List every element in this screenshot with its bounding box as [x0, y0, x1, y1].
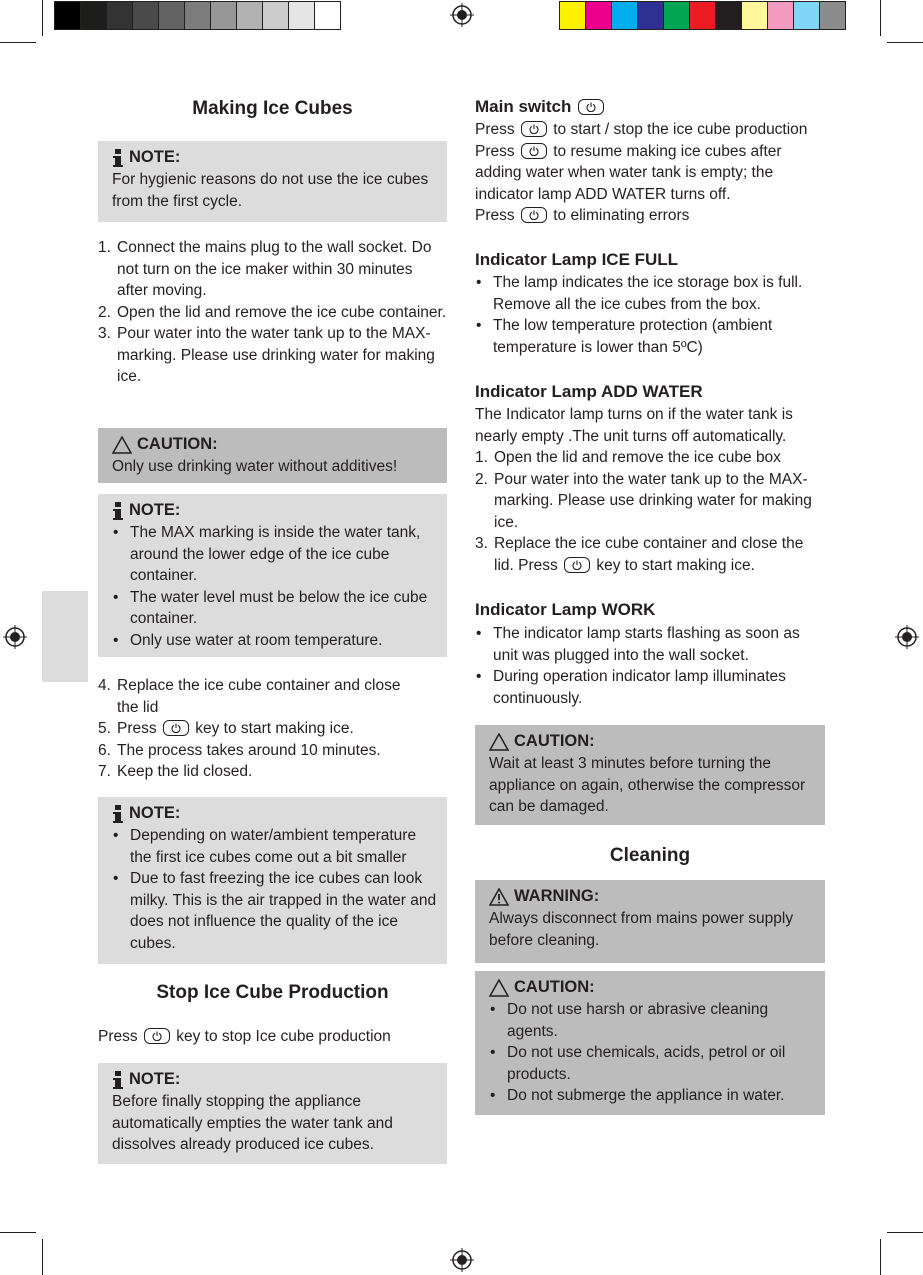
color-swatch	[106, 1, 133, 30]
color-swatch	[158, 1, 185, 30]
warning-exclamation-icon	[489, 888, 509, 906]
note-box-ice-quality	[98, 797, 447, 964]
note-box-hygiene	[98, 141, 447, 222]
list-item: • The low temperature protection (ambient temperature is lower than 5ºC)	[475, 315, 825, 358]
note-box-stopping	[98, 1063, 447, 1164]
list-item: • The lamp indicates the ice storage box is full. Remove all the ice cubes from the box.	[475, 272, 825, 315]
color-swatch	[132, 1, 159, 30]
warning-text: Always disconnect from mains power supply before cleaning.	[489, 910, 794, 949]
list-item: • Do not use harsh or abrasive cleaning agents.	[489, 999, 819, 1042]
color-swatch	[767, 1, 794, 30]
note-title: NOTE:	[112, 147, 441, 169]
crop-mark	[887, 42, 923, 43]
list-item: 7. Keep the lid closed.	[98, 763, 253, 780]
power-button-icon	[521, 143, 547, 159]
registration-mark-top	[450, 3, 474, 27]
warning-triangle-icon	[489, 979, 509, 997]
info-icon	[112, 149, 124, 167]
caution-box-cleaning	[475, 971, 825, 1115]
list-item: 1. Open the lid and remove the ice cube box	[475, 449, 781, 466]
stop-production-heading: Stop Ice Cube Production	[156, 982, 389, 1003]
color-swatch	[663, 1, 690, 30]
caution-title: CAUTION:	[489, 977, 819, 999]
power-button-icon	[521, 207, 547, 223]
color-swatch	[314, 1, 341, 30]
power-button-icon	[163, 720, 189, 736]
registration-mark-bottom	[450, 1248, 474, 1272]
list-item: 3. Pour water into the water tank up to the MAX-marking. Please use drinking water for making ice.	[98, 325, 435, 385]
color-swatch	[559, 1, 586, 30]
list-item: • The water level must be below the ice cube container.	[112, 587, 441, 630]
note-text: Before finally stopping the appliance automatically empties the water tank and dissolves already produced ice cubes.	[112, 1093, 393, 1153]
color-swatch	[54, 1, 81, 30]
ice-full-bullets	[475, 272, 825, 358]
list-item: 2. Pour water into the water tank up to the MAX-marking. Please use drinking water for making ice.	[475, 470, 812, 531]
crop-mark	[880, 1239, 881, 1275]
warning-title: WARNING:	[489, 886, 819, 908]
list-item: • Due to fast freezing the ice cubes can look milky. This is the air trapped in the water and does not influence the quality of the ice cubes.	[112, 868, 441, 954]
caution-box-compressor	[475, 725, 825, 825]
power-button-icon	[144, 1028, 170, 1044]
cleaning-heading: Cleaning	[609, 845, 691, 866]
list-item: • Only use water at room temperature.	[112, 630, 441, 652]
ice-full-heading: Indicator Lamp ICE FULL	[475, 250, 679, 269]
color-swatch	[236, 1, 263, 30]
color-swatch	[210, 1, 237, 30]
main-switch-line: Press to start / stop the ice cube production	[475, 121, 808, 138]
list-item: • During operation indicator lamp illuminates continuously.	[475, 666, 825, 709]
add-water-steps	[475, 447, 825, 576]
caution-bullets	[489, 999, 819, 1107]
crop-mark	[42, 0, 43, 36]
thumb-index-tab	[42, 591, 88, 682]
grayscale-bar	[54, 1, 340, 30]
add-water-heading: Indicator Lamp ADD WATER	[475, 382, 703, 401]
stop-production-text: Press key to stop Ice cube production	[98, 1028, 391, 1045]
color-swatch	[184, 1, 211, 30]
warning-triangle-icon	[489, 733, 509, 751]
color-swatch	[585, 1, 612, 30]
note-bullets	[112, 825, 441, 954]
list-item: • Depending on water/ambient temperature the first ice cubes come out a bit smaller	[112, 825, 441, 868]
color-swatch	[288, 1, 315, 30]
registration-mark-right	[895, 625, 919, 649]
list-item: 5. Press key to start making ice.	[98, 720, 354, 737]
info-icon	[112, 1071, 124, 1089]
crop-mark	[887, 1232, 923, 1233]
caution-box-drinking-water	[98, 428, 447, 483]
ice-making-steps-list	[98, 675, 447, 783]
crop-mark	[42, 1239, 43, 1275]
note-title: NOTE:	[112, 500, 441, 522]
caution-title: CAUTION:	[489, 731, 819, 753]
list-item: 1. Connect the mains plug to the wall socket. Do not turn on the ice maker within 30 minutes after moving.	[98, 239, 432, 299]
color-swatch	[793, 1, 820, 30]
power-button-icon	[521, 121, 547, 137]
crop-mark	[0, 1232, 36, 1233]
add-water-section	[475, 404, 825, 576]
power-button-icon	[564, 557, 590, 573]
color-swatch	[262, 1, 289, 30]
caution-text: Wait at least 3 minutes before turning the appliance on again, otherwise the compressor can be damaged.	[489, 755, 806, 815]
color-swatch	[80, 1, 107, 30]
crop-mark	[0, 42, 36, 43]
caution-text: Only use drinking water without additives!	[112, 458, 398, 475]
warning-triangle-icon	[112, 436, 132, 454]
setup-steps-list	[98, 237, 447, 388]
color-swatch	[637, 1, 664, 30]
note-box-max-marking	[98, 494, 447, 657]
power-button-icon	[578, 99, 604, 115]
main-switch-text	[475, 119, 825, 227]
main-switch-heading: Main switch	[475, 97, 606, 117]
work-bullets	[475, 623, 825, 709]
registration-mark-left	[3, 625, 27, 649]
color-bar	[559, 1, 845, 30]
list-item: 3. Replace the ice cube container and close the lid. Press key to start making ice.	[475, 535, 804, 574]
note-text: For hygienic reasons do not use the ice cubes from the first cycle.	[112, 171, 429, 210]
main-switch-line: Press to eliminating errors	[475, 207, 690, 224]
note-title: NOTE:	[112, 803, 441, 825]
note-bullets	[112, 522, 441, 651]
info-icon	[112, 805, 124, 823]
info-icon	[112, 502, 124, 520]
color-swatch	[741, 1, 768, 30]
main-switch-line: Press to resume making ice cubes after adding water when water tank is empty; the indicator lamp ADD WATER turns off.	[475, 142, 782, 203]
warning-box-power	[475, 880, 825, 963]
work-heading: Indicator Lamp WORK	[475, 600, 656, 619]
list-item: • The indicator lamp starts flashing as soon as unit was plugged into the wall socket.	[475, 623, 825, 666]
color-swatch	[611, 1, 638, 30]
list-item: 6. The process takes around 10 minutes.	[98, 741, 381, 759]
list-item: • Do not submerge the appliance in water.	[489, 1085, 819, 1107]
list-item: • The MAX marking is inside the water tank, around the lower edge of the ice cube container.	[112, 522, 441, 587]
making-ice-cubes-heading: Making Ice Cubes	[192, 98, 353, 119]
note-title: NOTE:	[112, 1069, 441, 1091]
crop-mark	[880, 0, 881, 36]
list-item: 4. Replace the ice cube container and close the lid	[98, 677, 401, 716]
caution-title: CAUTION:	[112, 434, 441, 456]
add-water-intro: The Indicator lamp turns on if the water tank is nearly empty .The unit turns off automatically.	[475, 406, 793, 445]
color-swatch	[715, 1, 742, 30]
color-swatch	[819, 1, 846, 30]
list-item: • Do not use chemicals, acids, petrol or oil products.	[489, 1042, 819, 1085]
list-item: 2. Open the lid and remove the ice cube container.	[98, 303, 447, 321]
color-swatch	[689, 1, 716, 30]
